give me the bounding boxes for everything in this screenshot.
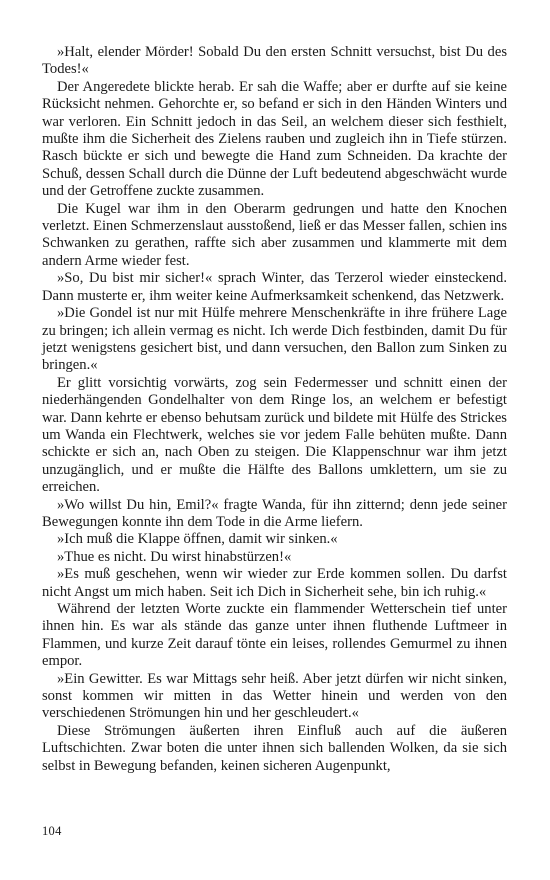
page-body	[42, 44, 507, 775]
paragraph-1: »Halt, elender Mörder! Sobald Du den ersten Schnitt versuchst, bist Du des Todes!«	[42, 44, 507, 78]
paragraph-2: Der Angeredete blickte herab. Er sah die Waffe; aber er durfte auf sie keine Rücksicht nehmen. Gehorchte er, so befand er sich in den Händen Winters und war verloren. Ein Schnitt jedoch in das Seil, an welchem dieser sich festhielt, mußte ihm die Sicherheit des Zielens rauben und zugleich ihn in Tiefe stürzen. Rasch bückte er sich und bewegte die Hand zum Schneiden. Da krachte der Schuß, dessen Schall durch die Dünne der Luft bedeutend abgeschwächt wurde und der Getroffene zuckte zusammen.	[42, 78, 507, 200]
paragraph-9: »Thue es nicht. Du wirst hinabstürzen!«	[57, 548, 292, 565]
paragraph-3: Die Kugel war ihm in den Oberarm gedrungen und hatte den Knochen verletzt. Einen Schmerzenslaut ausstoßend, ließ er das Messer fallen, schien ins Schwanken zu gerathen, raffte sich aber zusammen und klammerte mit dem andern Arme wieder fest.	[42, 200, 507, 269]
paragraph-11: Während der letzten Worte zuckte ein flammender Wetterschein tief unter ihnen hin. Es war als stände das ganze unter ihnen fluthende Luftmeer in Flammen, und kurze Zeit darauf tönte ein leises, rollendes Gemurmel zu ihnen empor.	[42, 601, 507, 670]
paragraph-10: »Es muß geschehen, wenn wir wieder zur Erde kommen sollen. Du darfst nicht Angst um mich haben. Seit ich Dich in Sicherheit sehe, bin ich ruhig.«	[42, 566, 507, 600]
paragraph-6: Er glitt vorsichtig vorwärts, zog sein Federmesser und schnitt einen der niederhängenden Gondelhalter von dem Ringe los, an welchem er befestigt war. Dann kehrte er ebenso behutsam zurück und bildete mit Hülfe des Strickes um Wanda ein Flechtwerk, welches sie vor jedem Falle behüten mußte. Dann schickte er sich an, nach Oben zu steigen. Die Klappenschnur war ihm jetzt unzugänglich, und er mußte die Hälfte des Ballons umklettern, um sie zu erreichen.	[42, 374, 507, 496]
paragraph-13: Diese Strömungen äußerten ihren Einfluß auch auf die äußeren Luftschichten. Zwar boten die unter ihnen sich ballenden Wolken, da sie sich selbst in Bewegung befanden, keinen sicheren Augenpunkt,	[42, 722, 507, 774]
page-number: 104	[42, 824, 62, 838]
paragraph-12: »Ein Gewitter. Es war Mittags sehr heiß. Aber jetzt dürfen wir nicht sinken, sonst kommen wir mitten in das Wetter hinein und werden von den verschiedenen Strömungen hin und her geschleudert.«	[42, 670, 507, 722]
paragraph-8: »Ich muß die Klappe öffnen, damit wir sinken.«	[57, 531, 338, 548]
paragraph-5: »Die Gondel ist nur mit Hülfe mehrere Menschenkräfte in ihre frühere Lage zu bringen; ich allein vermag es nicht. Ich werde Dich festbinden, damit Du für jetzt wenigstens gesichert bist, und dann versuchen, den Ballon zum Sinken zu bringen.«	[42, 305, 507, 374]
paragraph-7: »Wo willst Du hin, Emil?« fragte Wanda, für ihn zitternd; denn jede seiner Bewegungen konnte ihn dem Tode in die Arme liefern.	[42, 496, 507, 530]
paragraph-4: »So, Du bist mir sicher!« sprach Winter, das Terzerol wieder einsteckend. Dann musterte er, ihm weiter keine Aufmerksamkeit schenkend, das Netzwerk.	[42, 270, 507, 304]
